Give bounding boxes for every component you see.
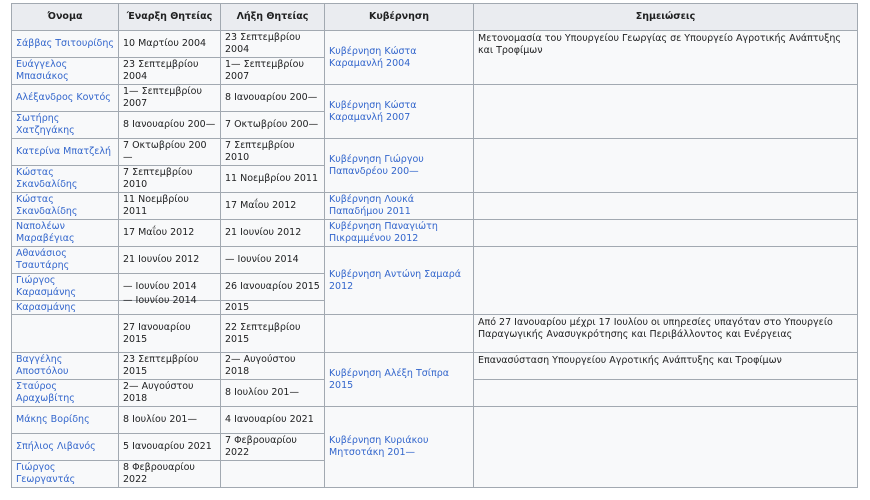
table-row	[12, 220, 858, 247]
start-cell: 8 Ιουλίου 201—	[119, 407, 221, 434]
minister-link[interactable]: Κατερίνα Μπατζελή	[16, 146, 112, 157]
government-link[interactable]: Κυβέρνηση Κώστα Καραμανλή 2007	[329, 99, 417, 123]
end-cell	[221, 461, 325, 488]
start-cell: 27 Ιανουαρίου 2015	[119, 315, 221, 353]
end-cell: 11 Νοεμβρίου 2011	[221, 166, 325, 193]
name-cell	[12, 353, 119, 380]
start-cell: 7 Οκτωβρίου 200—	[119, 139, 221, 166]
table-row	[12, 247, 858, 274]
name-cell	[12, 85, 119, 112]
notes-cell	[474, 247, 858, 315]
name-cell	[12, 301, 119, 315]
government-link[interactable]: Κυβέρνηση Αλέξη Τσίπρα 2015	[329, 367, 449, 391]
minister-link[interactable]: Μάκης Βορίδης	[16, 414, 90, 425]
start-cell: 2— Αυγούστου 2018	[119, 380, 221, 407]
table-row	[12, 407, 858, 434]
name-cell	[12, 166, 119, 193]
minister-link[interactable]: Σταύρος Αραχωβίτης	[16, 381, 75, 404]
government-cell	[325, 353, 474, 407]
notes-cell	[474, 220, 858, 247]
minister-link[interactable]: Αθανάσιος Τσαυτάρης	[16, 248, 70, 271]
start-cell: 23 Σεπτεμβρίου 2015	[119, 353, 221, 380]
start-cell: 11 Νοεμβρίου 2011	[119, 193, 221, 220]
start-cell: 23 Σεπτεμβρίου 2004	[119, 58, 221, 85]
government-link[interactable]: Κυβέρνηση Κώστα Καραμανλή 2004	[329, 45, 417, 69]
government-cell	[325, 31, 474, 85]
government-cell	[325, 220, 474, 247]
end-cell: 26 Ιανουαρίου 2015	[221, 274, 325, 301]
government-cell	[325, 85, 474, 139]
government-link[interactable]: Κυβέρνηση Λουκά Παπαδήμου 2011	[329, 194, 415, 217]
table-row	[12, 85, 858, 112]
minister-link[interactable]: Σπήλιος Λιβανός	[16, 441, 96, 452]
name-cell	[12, 31, 119, 58]
name-cell	[12, 407, 119, 434]
name-cell	[12, 247, 119, 274]
end-cell: 23 Σεπτεμβρίου 2004	[221, 31, 325, 58]
minister-link[interactable]: Βαγγέλης Αποστόλου	[16, 354, 69, 377]
minister-link[interactable]: Ναπολέων Μαραβέγιας	[16, 221, 75, 244]
start-cell: 17 Μαΐου 2012	[119, 220, 221, 247]
name-cell	[12, 380, 119, 407]
end-cell: 8 Ιανουαρίου 200—	[221, 85, 325, 112]
name-cell	[12, 193, 119, 220]
table-header-row	[12, 4, 858, 31]
column-header-notes[interactable]: Σημειώσεις	[474, 4, 858, 31]
government-cell	[325, 247, 474, 315]
minister-link[interactable]: Αλέξανδρος Κοντός	[16, 92, 111, 103]
government-link[interactable]: Κυβέρνηση Γιώργου Παπανδρέου 200—	[329, 153, 424, 177]
end-cell: 2— Αυγούστου 2018	[221, 353, 325, 380]
notes-cell: Επανασύσταση Υπουργείου Αγροτικής Ανάπτυξης και Τροφίμων	[474, 353, 858, 380]
start-cell: — Ιουνίου 2014	[119, 274, 221, 301]
end-cell: 1— Σεπτεμβρίου 2007	[221, 58, 325, 85]
minister-link[interactable]: Σάββας Τσιτουρίδης	[16, 38, 114, 49]
minister-link[interactable]: Ευάγγελος Μπασιάκος	[16, 59, 69, 82]
column-header-start[interactable]: Έναρξη Θητείας	[119, 4, 221, 31]
end-cell: 17 Μαΐου 2012	[221, 193, 325, 220]
table-row	[12, 315, 858, 353]
notes-cell: Από 27 Ιανουαρίου μέχρι 17 Ιουλίου οι υπηρεσίες υπαγόταν στο Υπουργείο Παραγωγικής Ανασυγκρότησης και Περιβάλλοντος και Ενέργειας	[474, 315, 858, 353]
end-cell: 7 Φεβρουαρίου 2022	[221, 434, 325, 461]
name-cell	[12, 220, 119, 247]
minister-link[interactable]: Γιώργος Γεωργαντάς	[16, 462, 76, 485]
column-header-end[interactable]: Λήξη Θητείας	[221, 4, 325, 31]
start-cell: 7 Σεπτεμβρίου 2010	[119, 166, 221, 193]
notes-cell	[474, 380, 858, 407]
table-row	[12, 139, 858, 166]
minister-link[interactable]: Σωτήρης Χατζηγάκης	[16, 113, 75, 136]
column-header-government[interactable]: Κυβέρνηση	[325, 4, 474, 31]
name-cell	[12, 58, 119, 85]
table-row	[12, 31, 858, 58]
government-cell	[325, 407, 474, 488]
government-link[interactable]: Κυβέρνηση Παναγιώτη Πικραμμένου 2012	[329, 221, 438, 244]
minister-link[interactable]: Κώστας Σκανδαλίδης	[16, 167, 78, 190]
name-cell	[12, 315, 119, 353]
start-cell: 5 Ιανουαρίου 2021	[119, 434, 221, 461]
minister-link[interactable]: Γιώργος Καρασμάνης	[16, 275, 77, 298]
clipped-start-text: — Ιουνίου 2014	[123, 294, 197, 306]
start-cell	[119, 294, 221, 315]
end-cell: 7 Οκτωβρίου 200—	[221, 112, 325, 139]
government-cell	[325, 193, 474, 220]
start-cell: 8 Φεβρουαρίου 2022	[119, 461, 221, 488]
end-cell: 21 Ιουνίου 2012	[221, 220, 325, 247]
end-cell: 8 Ιουλίου 201—	[221, 380, 325, 407]
name-cell	[12, 461, 119, 488]
minister-link[interactable]: Καρασμάνης	[16, 301, 77, 313]
start-cell: 1— Σεπτεμβρίου 2007	[119, 85, 221, 112]
ministers-table	[11, 3, 858, 488]
notes-cell	[474, 193, 858, 220]
start-cell: 21 Ιουνίου 2012	[119, 247, 221, 274]
column-header-name[interactable]: Όνομα	[12, 4, 119, 31]
notes-cell	[474, 85, 858, 139]
table-row	[12, 353, 858, 380]
name-cell	[12, 274, 119, 301]
minister-link[interactable]: Κώστας Σκανδαλίδης	[16, 194, 78, 217]
government-cell	[325, 315, 474, 353]
start-cell: 8 Ιανουαρίου 200—	[119, 112, 221, 139]
end-cell: 22 Σεπτεμβρίου 2015	[221, 315, 325, 353]
name-cell	[12, 434, 119, 461]
name-cell	[12, 112, 119, 139]
end-cell: 4 Ιανουαρίου 2021	[221, 407, 325, 434]
table-row	[12, 193, 858, 220]
ministers-table-container	[11, 3, 858, 488]
end-cell: — Ιουνίου 2014	[221, 247, 325, 274]
name-cell	[12, 139, 119, 166]
notes-cell	[474, 139, 858, 193]
government-link[interactable]: Κυβέρνηση Αντώνη Σαμαρά 2012	[329, 268, 462, 292]
start-cell: 10 Μαρτίου 2004	[119, 31, 221, 58]
notes-cell	[474, 407, 858, 488]
end-cell: 2015	[221, 301, 325, 315]
government-cell	[325, 139, 474, 193]
notes-cell: Μετονομασία του Υπουργείου Γεωργίας σε Υπουργείο Αγροτικής Ανάπτυξης και Τροφίμων	[474, 31, 858, 85]
government-link[interactable]: Κυβέρνηση Κυριάκου Μητσοτάκη 201—	[329, 435, 429, 458]
end-cell: 7 Σεπτεμβρίου 2010	[221, 139, 325, 166]
